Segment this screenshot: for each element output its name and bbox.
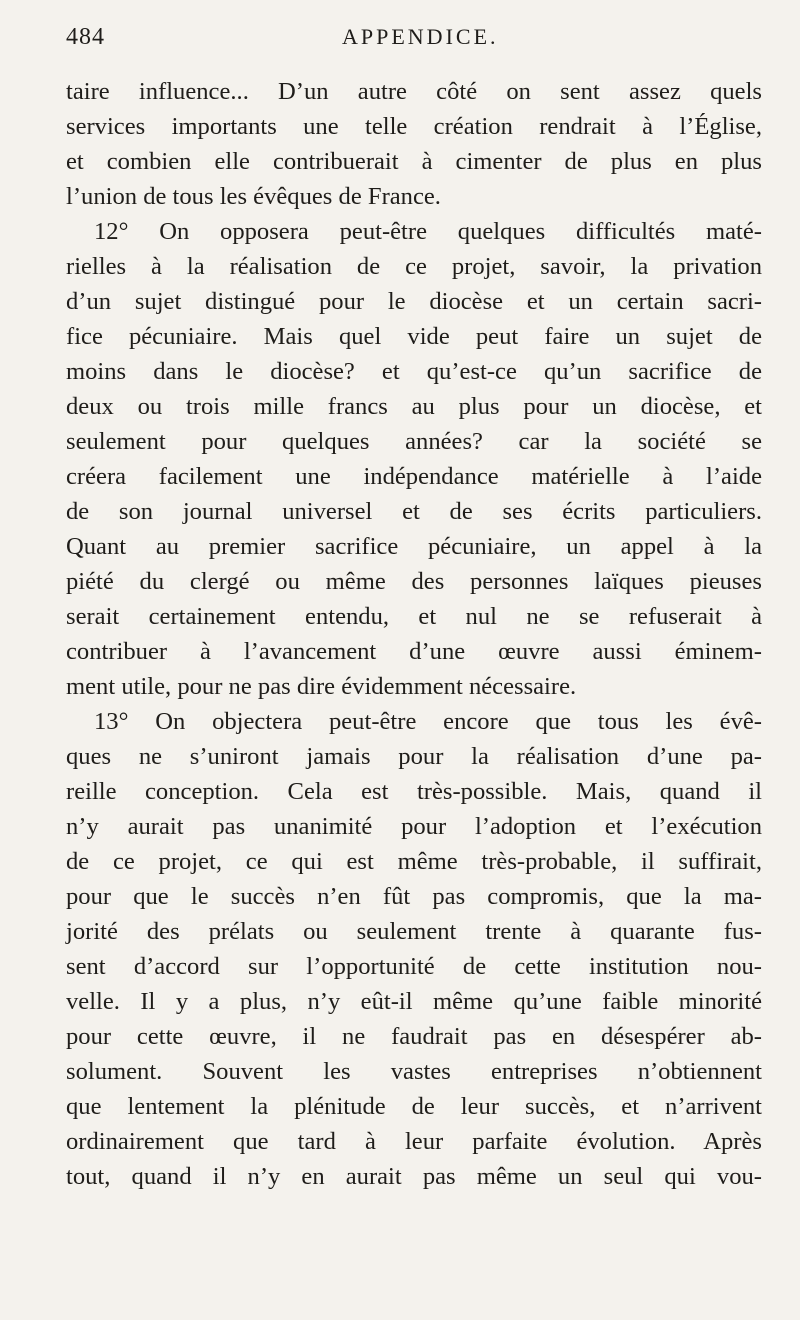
text-line: pour que le succès n’en fût pas compromis, que la ma- bbox=[66, 883, 762, 910]
text-line: seulement pour quelques années? car la société se bbox=[66, 428, 762, 455]
text-line: et combien elle contribuerait à cimenter de plus en plus bbox=[66, 148, 762, 175]
running-title: APPENDICE. bbox=[342, 24, 499, 49]
text-line: jorité des prélats ou seulement trente à quarante fus- bbox=[66, 918, 762, 945]
text-line: tout, quand il n’y en aurait pas même un seul qui vou- bbox=[66, 1163, 762, 1190]
text-line: de son journal universel et de ses écrits particuliers. bbox=[66, 498, 762, 525]
text-line: contribuer à l’avancement d’une œuvre aussi éminem- bbox=[66, 638, 762, 665]
running-head bbox=[66, 24, 760, 64]
text-line: rielles à la réalisation de ce projet, savoir, la privation bbox=[66, 253, 762, 280]
text-line: solument. Souvent les vastes entreprises n’obtiennent bbox=[66, 1058, 762, 1085]
text-line: piété du clergé ou même des personnes laïques pieuses bbox=[66, 568, 762, 595]
text-line: services importants une telle création rendrait à l’Église, bbox=[66, 113, 762, 140]
text-line: l’union de tous les évêques de France. bbox=[66, 183, 441, 210]
text-line: sent d’accord sur l’opportunité de cette institution nou- bbox=[66, 953, 762, 980]
text-line: 12° On opposera peut-être quelques difficultés maté- bbox=[94, 218, 762, 245]
text-line: que lentement la plénitude de leur succès, et n’arrivent bbox=[66, 1093, 762, 1120]
text-line: créera facilement une indépendance matérielle à l’aide bbox=[66, 463, 762, 490]
text-line: ordinairement que tard à leur parfaite évolution. Après bbox=[66, 1128, 762, 1155]
text-line: reille conception. Cela est très-possible. Mais, quand il bbox=[66, 778, 762, 805]
text-line: n’y aurait pas unanimité pour l’adoption et l’exécution bbox=[66, 813, 762, 840]
text-line: fice pécuniaire. Mais quel vide peut faire un sujet de bbox=[66, 323, 762, 350]
text-line: d’un sujet distingué pour le diocèse et un certain sacri- bbox=[66, 288, 762, 315]
text-line: deux ou trois mille francs au plus pour un diocèse, et bbox=[66, 393, 762, 420]
text-line: serait certainement entendu, et nul ne se refuserait à bbox=[66, 603, 762, 630]
text-line: 13° On objectera peut-être encore que tous les évê- bbox=[94, 708, 762, 735]
text-line: velle. Il y a plus, n’y eût-il même qu’une faible minorité bbox=[66, 988, 762, 1015]
text-line: pour cette œuvre, il ne faudrait pas en désespérer ab- bbox=[66, 1023, 762, 1050]
body-text bbox=[66, 74, 762, 1194]
page-number: 484 bbox=[66, 24, 105, 50]
text-line: taire influence... D’un autre côté on sent assez quels bbox=[66, 78, 762, 105]
text-line: Quant au premier sacrifice pécuniaire, un appel à la bbox=[66, 533, 762, 560]
text-line: de ce projet, ce qui est même très-probable, il suffirait, bbox=[66, 848, 762, 875]
text-line: moins dans le diocèse? et qu’est-ce qu’un sacrifice de bbox=[66, 358, 762, 385]
text-line: ment utile, pour ne pas dire évidemment nécessaire. bbox=[66, 673, 577, 700]
text-line: ques ne s’uniront jamais pour la réalisation d’une pa- bbox=[66, 743, 762, 770]
